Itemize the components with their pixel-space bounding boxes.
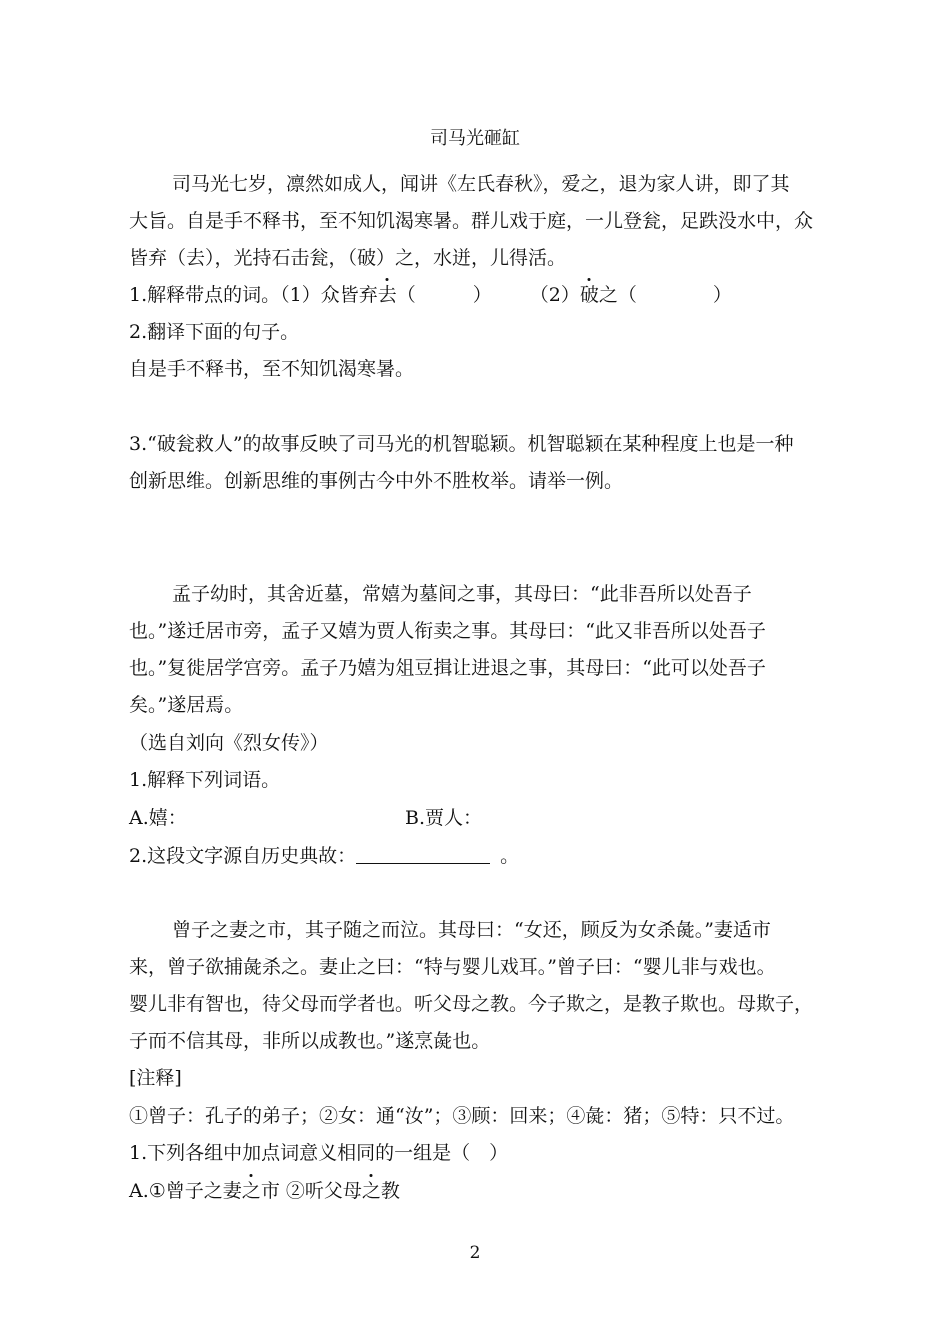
dotted-word-qu: 去: [377, 284, 397, 306]
passage3-line1: 曾子之妻之市，其子随之而泣。其母曰：“女还，顾反为女杀彘。”妻适市: [172, 919, 771, 941]
passage3-line2: 来，曾子欲捕彘杀之。妻止之曰：“特与婴儿戏耳。”曾子曰：“婴儿非与戏也。: [129, 956, 776, 978]
passage2-question1-b: B.贾人：: [405, 807, 483, 829]
passage2-line2: 也。”遂迁居市旁，孟子又嬉为贾人衔卖之事。其母曰：“此又非吾所以处吾子: [129, 620, 766, 642]
question2-sentence: 自是手不释书，至不知饥渴寒暑。: [129, 358, 415, 380]
question1-line: [129, 283, 732, 307]
question3-line1: 3.“破瓮救人”的故事反映了司马光的机智聪颖。机智聪颖在某种程度上也是一种: [129, 433, 794, 455]
question1-mid: （ ） （2）: [396, 284, 580, 306]
passage1-line1: 司马光七岁，凛然如成人，闻讲《左氏春秋》，爱之，退为家人讲，即了其: [172, 173, 790, 195]
question1-prefix: 1.解释带点的词。（1）众皆弃: [129, 284, 378, 306]
passage2-line1: 孟子幼时，其舍近墓，常嬉为墓间之事，其母曰：“此非吾所以处吾子: [172, 583, 752, 605]
passage2-source: （选自刘向《烈女传》）: [129, 732, 329, 754]
passage3-line4: 子而不信其母，非所以成教也。”遂烹彘也。: [129, 1030, 491, 1052]
notes-text: ①曾子：孔子的弟子；②女：通“汝”；③顾：回来；④彘：猪；⑤特：只不过。: [129, 1105, 795, 1127]
passage2-question1-a: A.嬉：: [129, 807, 187, 829]
passage3-question1: 1.下列各组中加点词意义相同的一组是（ ）: [129, 1142, 509, 1164]
option-a-prefix: A.①曾子之妻: [129, 1180, 242, 1202]
option-a-mid: 市 ②听父母: [260, 1180, 362, 1202]
passage3-line3: 婴儿非有智也，待父母而学者也。听父母之教。今子欺之，是教子欺也。母欺子，: [129, 993, 814, 1015]
passage2-line3: 也。”复徙居学宫旁。孟子乃嬉为俎豆揖让进退之事，其母曰：“此可以处吾子: [129, 657, 766, 679]
passage1-line2: 大旨。自是手不释书，至不知饥渴寒暑。群儿戏于庭，一儿登瓮，足跌没水中，众: [129, 210, 814, 232]
notes-label: [注释]: [129, 1067, 182, 1089]
passage2-question2: [129, 844, 519, 868]
passage2-question1: 1.解释下列词语。: [129, 769, 281, 791]
question2-line: 2.翻译下面的句子。: [129, 321, 300, 343]
passage2-question2-suffix: 。: [500, 845, 520, 867]
passage3-question1-option-a: [129, 1179, 400, 1203]
dotted-word-po: 破: [579, 284, 599, 306]
dotted-word-zhi-1: 之: [241, 1180, 261, 1202]
option-a-suffix: 教: [380, 1180, 400, 1202]
question3-line2: 创新思维。创新思维的事例古今中外不胜枚举。请举一例。: [129, 470, 624, 492]
dotted-word-zhi-2: 之: [361, 1180, 381, 1202]
passage1-line3: 皆弃（去），光持石击瓮，（破）之，水迸，儿得活。: [129, 247, 567, 269]
passage2-question2-prefix: 2.这段文字源自历史典故：: [129, 845, 357, 867]
document-title: 司马光砸缸: [430, 128, 520, 149]
page-number: 2: [469, 1243, 481, 1263]
question1-suffix: 之（ ）: [598, 284, 732, 306]
passage2-line4: 矣。”遂居焉。: [129, 694, 244, 716]
answer-blank: [356, 845, 490, 864]
